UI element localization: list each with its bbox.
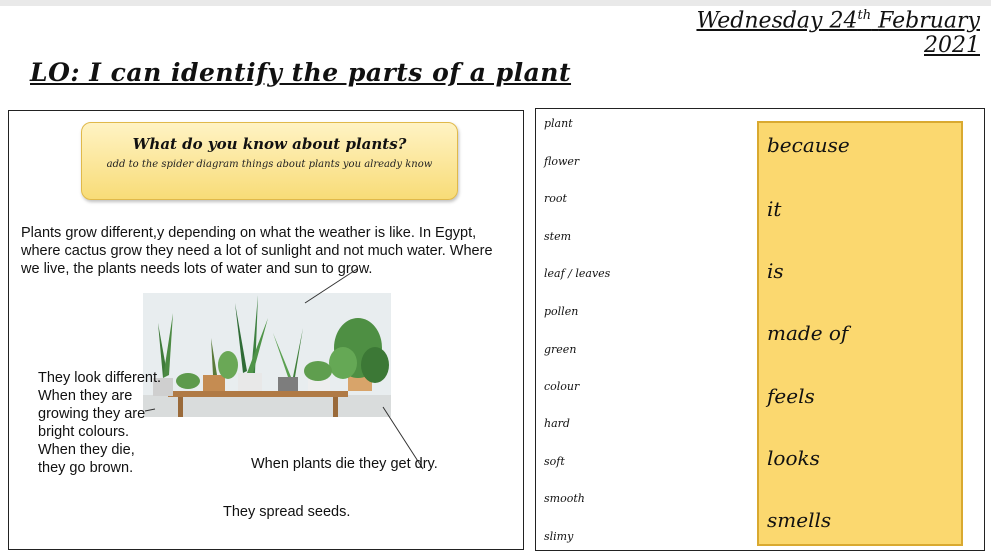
connective-feels: feels [767, 384, 815, 408]
seeds-note[interactable]: They spread seeds. [223, 504, 351, 520]
question-title: What do you know about plants? [132, 135, 407, 153]
connective-made-of: made of [767, 321, 849, 345]
word-plant: plant [544, 117, 573, 130]
connectives-box [757, 121, 963, 546]
spider-diagram-lines [9, 111, 525, 551]
word-leaf: leaf / leaves [544, 267, 611, 280]
date-suffix: th [857, 8, 872, 23]
date-day: Wednesday 24 [696, 8, 858, 34]
word-colour: colour [544, 380, 580, 393]
word-green: green [544, 343, 577, 356]
weather-paragraph[interactable]: Plants grow different,y depending on what the weather is like. In Egypt, where cactus grow they need a lot of sunlight and not much water. Where we live, the plants needs lots of water and sun to grow. [21, 225, 493, 277]
learning-objective: LO: I can identify the parts of a plant [30, 58, 572, 87]
window-top-bar [0, 0, 991, 6]
word-soft: soft [544, 455, 565, 468]
date-heading [640, 8, 980, 58]
word-pollen: pollen [544, 305, 579, 318]
word-flower: flower [544, 155, 580, 168]
word-root: root [544, 192, 567, 205]
word-stem: stem [544, 230, 572, 243]
date-month-year: February 2021 [878, 8, 980, 59]
word-smooth: smooth [544, 492, 585, 505]
word-bank-panel [535, 108, 985, 551]
connective-looks: looks [767, 446, 820, 470]
question-subtitle: add to the spider diagram things about plants you already know [106, 159, 433, 170]
connective-because: because [767, 133, 850, 157]
word-hard: hard [544, 417, 570, 430]
connective-smells: smells [767, 508, 832, 532]
connective-it: it [767, 197, 782, 221]
look-note[interactable]: They look different. When they are growing they are bright colours. When they die, they go brown. [38, 370, 162, 476]
spider-diagram-panel [8, 110, 524, 550]
die-note[interactable]: When plants die they get dry. [251, 456, 438, 472]
connective-is: is [767, 259, 784, 283]
word-slimy: slimy [544, 530, 574, 543]
